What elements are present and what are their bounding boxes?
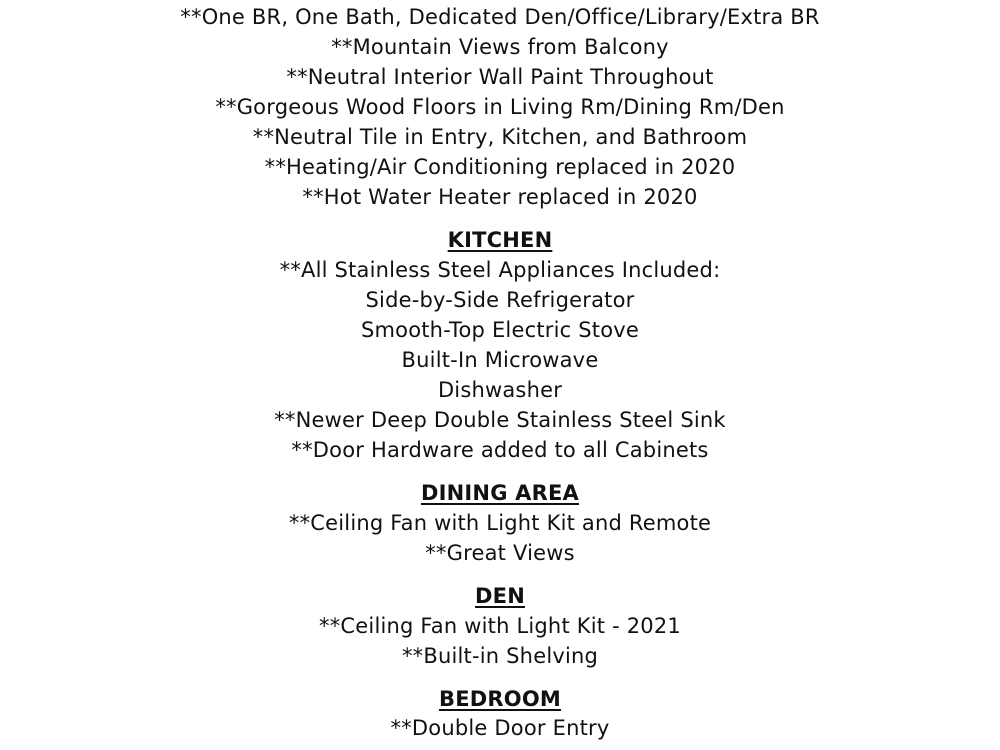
feature-line: **Double Door Entry [390, 716, 610, 740]
feature-line: **Ceiling Fan with Light Kit and Remote [288, 511, 712, 535]
feature-line: **All Stainless Steel Appliances Included: [279, 258, 721, 282]
feature-line: **Heating/Air Conditioning replaced in 2020 [264, 155, 736, 179]
feature-line: Dishwasher [437, 378, 563, 402]
feature-line: **Door Hardware added to all Cabinets [291, 438, 709, 462]
section-heading-den: DEN [475, 584, 525, 608]
feature-line: **Ceiling Fan with Light Kit - 2021 [319, 614, 681, 638]
feature-line: Side-by-Side Refrigerator [365, 288, 635, 312]
section-heading-bedroom: BEDROOM [439, 687, 561, 711]
feature-line: **Neutral Tile in Entry, Kitchen, and Bathroom [252, 125, 748, 149]
feature-line: **Great Views [425, 541, 575, 565]
feature-line: Built-In Microwave [401, 348, 599, 372]
feature-line: Smooth-Top Electric Stove [360, 318, 640, 342]
feature-line: **Mountain Views from Balcony [331, 35, 669, 59]
section-heading-dining-area: DINING AREA [421, 481, 579, 505]
feature-line: **Neutral Interior Wall Paint Throughout [286, 65, 714, 89]
feature-line: **Built-in Shelving [401, 644, 599, 668]
feature-line: **Hot Water Heater replaced in 2020 [302, 185, 698, 209]
feature-line: **Gorgeous Wood Floors in Living Rm/Dining Rm/Den [215, 95, 785, 119]
section-heading-kitchen: KITCHEN [447, 228, 553, 252]
feature-line: **One BR, One Bath, Dedicated Den/Office/Library/Extra BR [180, 5, 820, 29]
feature-line: **Newer Deep Double Stainless Steel Sink [274, 408, 726, 432]
